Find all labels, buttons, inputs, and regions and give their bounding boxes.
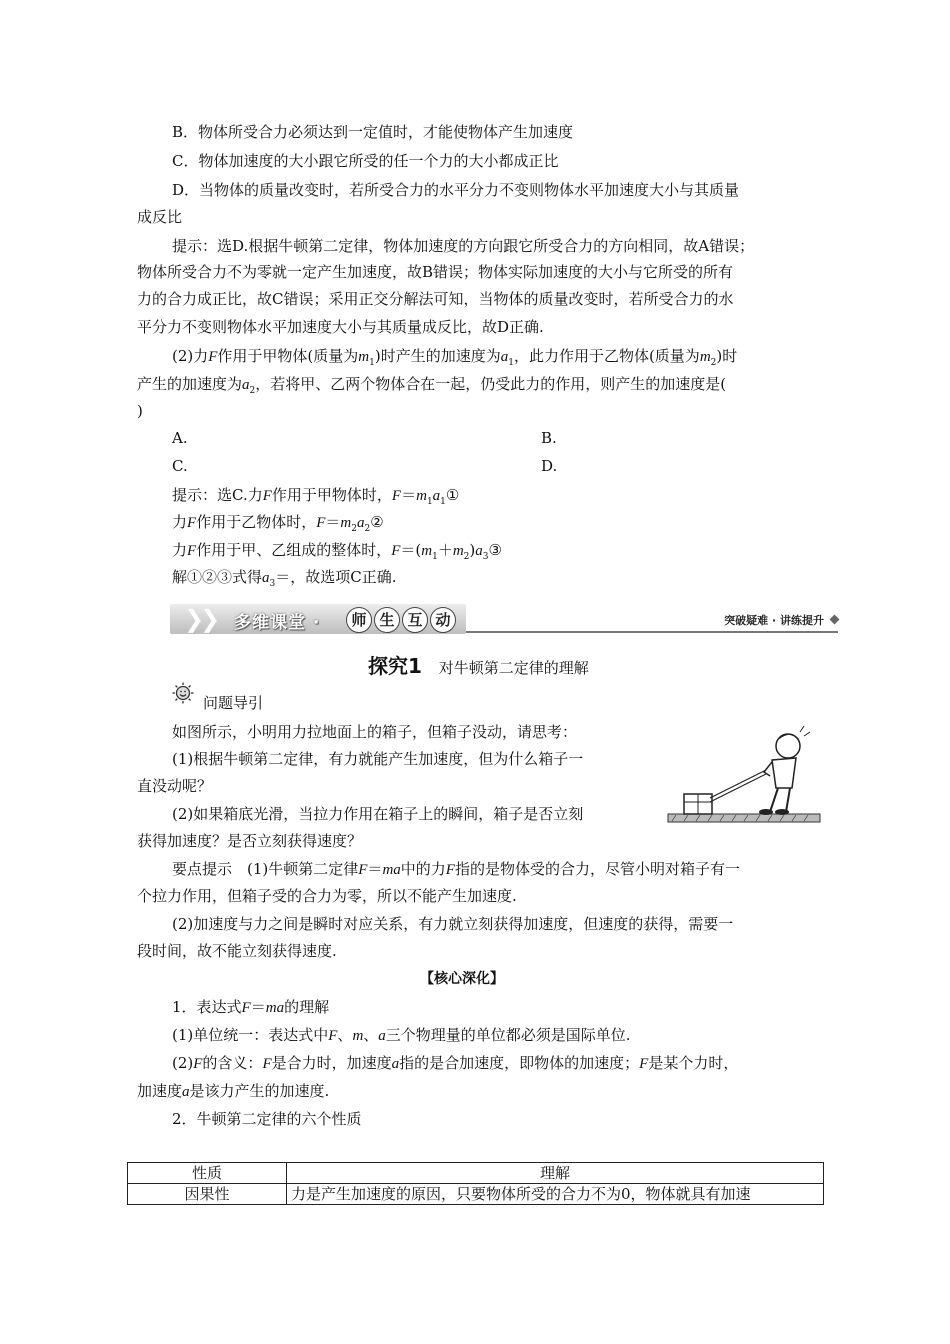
option-b: B．物体所受合力必须达到一定值时，才能使物体产生加速度 xyxy=(172,123,574,141)
hint-line: 物体所受合力不为零就一定产生加速度，故B错误；物体实际加速度的大小与它所受的所有 xyxy=(137,263,734,281)
core-point: 2．牛顿第二定律的六个性质 xyxy=(172,1110,362,1128)
guide-intro: 如图所示，小明用力拉地面上的箱子，但箱子没动，请思考： xyxy=(172,723,578,741)
banner-rule xyxy=(466,631,838,633)
q2-stem: ) xyxy=(137,402,143,420)
banner-char: 互 xyxy=(402,607,428,633)
chevron-right-icon: ❯ xyxy=(184,605,205,633)
table-cell: 力是产生加速度的原因，只要物体所受的合力不为0，物体就具有加速 xyxy=(287,1184,824,1205)
banner-subtitle: 突破疑难 · 讲练提升 xyxy=(724,614,824,627)
section-title: 对牛顿第二定律的理解 xyxy=(438,659,589,677)
chevron-right-icon: ❯ xyxy=(200,605,221,633)
q2-option-a: A. xyxy=(172,429,188,447)
q2-hint: 力F作用于乙物体时，$F=m_2a_2②$ xyxy=(172,513,384,534)
section-label: 探究1 xyxy=(368,654,422,678)
option-d-cont: 成反比 xyxy=(137,208,183,226)
core-point: 1．表达式F＝ma的理解 xyxy=(172,998,330,1016)
table-header: 性质 xyxy=(128,1163,287,1184)
hint-line: 提示：选D.根据牛顿第二定律，物体加速度的方向跟它所受合力的方向相同，故A错误； xyxy=(172,237,755,255)
core-point: (1)单位统一：表达式中F、m、a三个物理量的单位都必须是国际单位. xyxy=(172,1026,631,1044)
q2-option-d: D. xyxy=(541,457,558,475)
banner-char: 生 xyxy=(374,607,400,633)
smiley-icon xyxy=(172,682,194,704)
q2-hint: 力F作用于甲、乙组成的整体时，$F=(m_1+m_2)a_3③$ xyxy=(172,541,502,562)
banner-title: 多维课堂 · xyxy=(234,613,321,633)
q2-stem: (2)力F作用于甲物体(质量为$m_1$)时产生的加速度为$a_1$，此力作用于乙物体(质量为$m_2$)时 xyxy=(172,347,738,368)
hint-line: 平分力不变则物体水平加速度大小与其质量成反比，故D正确. xyxy=(137,318,544,336)
guide-heading: 问题导引 xyxy=(203,694,264,712)
q2-stem: 产生的加速度为$a_2$，若将甲、乙两个物体合在一起，仍受此力的作用，则产生的加速度是( xyxy=(137,375,727,396)
core-point: (2)F的含义：F是合力时，加速度a指的是合加速度，即物体的加速度；F是某个力时， xyxy=(172,1054,739,1072)
diamond-icon xyxy=(830,615,840,625)
properties-table xyxy=(127,1162,824,1205)
q2-hint: 提示：选C.力F作用于甲物体时，$F=m_1a_1①$ xyxy=(172,486,460,507)
banner-char: 动 xyxy=(430,607,456,633)
guide-question: 直没动呢？ xyxy=(137,777,213,795)
boy-pulling-box-illustration xyxy=(666,722,822,826)
guide-question: (2)如果箱底光滑，当拉力作用在箱子上的瞬间，箱子是否立刻 xyxy=(172,805,584,823)
option-d: D．当物体的质量改变时，若所受合力的水平分力不变则物体水平加速度大小与其质量 xyxy=(172,181,740,199)
table-cell: 因果性 xyxy=(128,1184,287,1205)
table-header-row xyxy=(128,1163,824,1184)
key-point: (2)加速度与力之间是瞬时对应关系，有力就立刻获得加速度，但速度的获得，需要一 xyxy=(172,915,734,933)
section-heading xyxy=(368,650,589,679)
guide-question: (1)根据牛顿第二定律，有力就能产生加速度，但为什么箱子一 xyxy=(172,750,584,768)
core-heading: 【核心深化】 xyxy=(420,971,504,987)
core-point: 加速度a是该力产生的加速度. xyxy=(137,1082,330,1100)
q2-option-b: B. xyxy=(541,429,557,447)
section-banner xyxy=(170,604,840,634)
hint-line: 力的合力成正比，故C错误；采用正交分解法可知，当物体的质量改变时，若所受合力的水 xyxy=(137,290,734,308)
table-row xyxy=(128,1184,824,1205)
key-point: 要点提示 (1)牛顿第二定律F＝ma中的力F指的是物体受的合力，尽管小明对箱子有一 xyxy=(172,860,740,878)
key-point: 段时间，故不能立刻获得速度. xyxy=(137,942,337,960)
q2-option-c: C. xyxy=(172,457,188,475)
key-point: 个拉力作用，但箱子受的合力为零，所以不能产生加速度. xyxy=(137,887,517,905)
table-header: 理解 xyxy=(287,1163,824,1184)
guide-question: 获得加速度？是否立刻获得速度？ xyxy=(137,832,363,850)
q2-hint: 解①②③式得$a_3=$，故选项C正确. xyxy=(172,568,397,589)
option-c: C．物体加速度的大小跟它所受的任一个力的大小都成正比 xyxy=(172,152,559,170)
banner-char: 师 xyxy=(346,607,372,633)
